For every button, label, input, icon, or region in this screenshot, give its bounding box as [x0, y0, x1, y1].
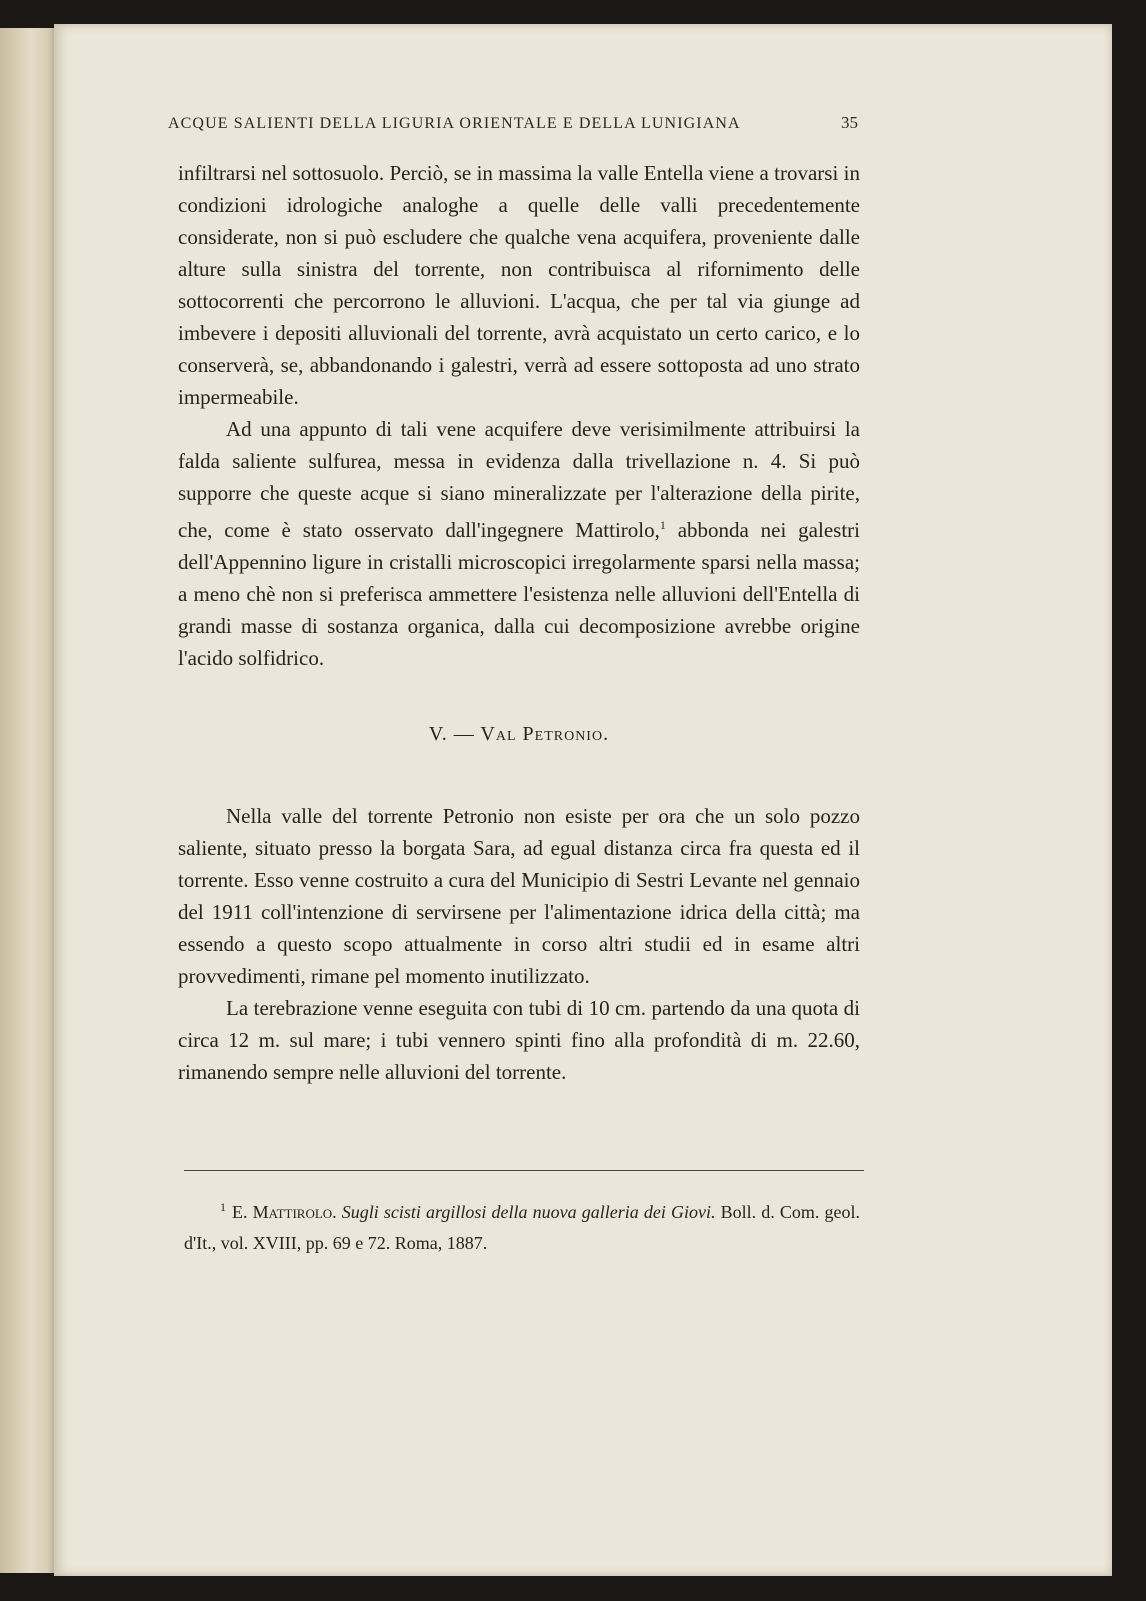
footnote — [184, 1192, 860, 1259]
running-title: ACQUE SALIENTI DELLA LIGURIA ORIENTALE E DELLA LUNIGIANA — [168, 115, 741, 132]
section-heading: V. — Val Petronio. — [428, 723, 610, 745]
paragraph-1: infiltrarsi nel sottosuolo. Perciò, se in massima la valle Entella viene a trovarsi in condizioni idrologiche analoghe a quelle delle valli precedentemente considerate, non si può escludere che qualche vena acquifera, proveniente dalle alture sulla sinistra del torrente, non contribuisca al rifornimento delle sottocorrenti che percorrono le alluvioni. L'acqua, che per tal via giunge ad imbevere i depositi alluvionali del torrente, avrà acquistato un certo carico, e lo conserverà, se, abbandonando i galestri, verrà ad essere sottoposta ad uno strato impermeabile. — [178, 161, 860, 409]
adjacent-page-edge — [0, 28, 56, 1573]
footnote-citation: Boll. d. Com. geol. d'It., vol. XVIII, pp. 69 e 72. Roma, 1887. — [184, 1202, 860, 1253]
section-paragraph-2: La terebrazione venne eseguita con tubi di 10 cm. partendo da una quota di circa 12 m. sul mare; i tubi vennero spinti fino alla profondità di m. 22.60, rimanendo sempre nelle alluvioni del torrente. — [178, 996, 860, 1084]
paragraph-2-part-2: abbonda nei galestri dell'Appennino ligure in cristalli microscopici irregolarmente sparsi nella massa; a meno chè non si preferisca ammettere l'esistenza nelle alluvioni dell'Entella di grandi masse di sostanza organica, dalla cui decomposizione avrebbe origine l'acido solfidrico. — [178, 518, 860, 670]
footnote-divider — [184, 1170, 864, 1171]
footnote-mark: 1 — [220, 1200, 226, 1214]
footnote-author: E. Mattirolo. — [232, 1202, 337, 1222]
footnote-title: Sugli scisti argillosi della nuova galleria dei Giovi. — [341, 1202, 716, 1222]
section-paragraph-1: Nella valle del torrente Petronio non esiste per ora che un solo pozzo saliente, situato presso la borgata Sara, ad egual distanza circa fra questa ed il torrente. Esso venne costruito a cura del Municipio di Sestri Levante nel gennaio del 1911 coll'intenzione di servirsene per l'alimentazione idrica della città; ma essendo a questo scopo attualmente in corso altri studii ed in esame altri provvedimenti, rimane pel momento inutilizzato. — [178, 804, 860, 988]
paragraph-2 — [178, 413, 860, 674]
main-text — [178, 157, 860, 1088]
footnote-reference: 1 — [659, 518, 666, 532]
page-number: 35 — [841, 113, 858, 132]
paragraph-2-part-1: Ad una appunto di tali vene acquifere deve verisimilmente attribuirsi la falda saliente sulfurea, messa in evidenza dalla trivellazione n. 4. Si può supporre che queste acque si siano mineralizzate per l'alterazione della pirite, che, come è stato osservato dall'ingegnere Mattirolo, — [178, 417, 860, 542]
running-head — [168, 113, 858, 133]
